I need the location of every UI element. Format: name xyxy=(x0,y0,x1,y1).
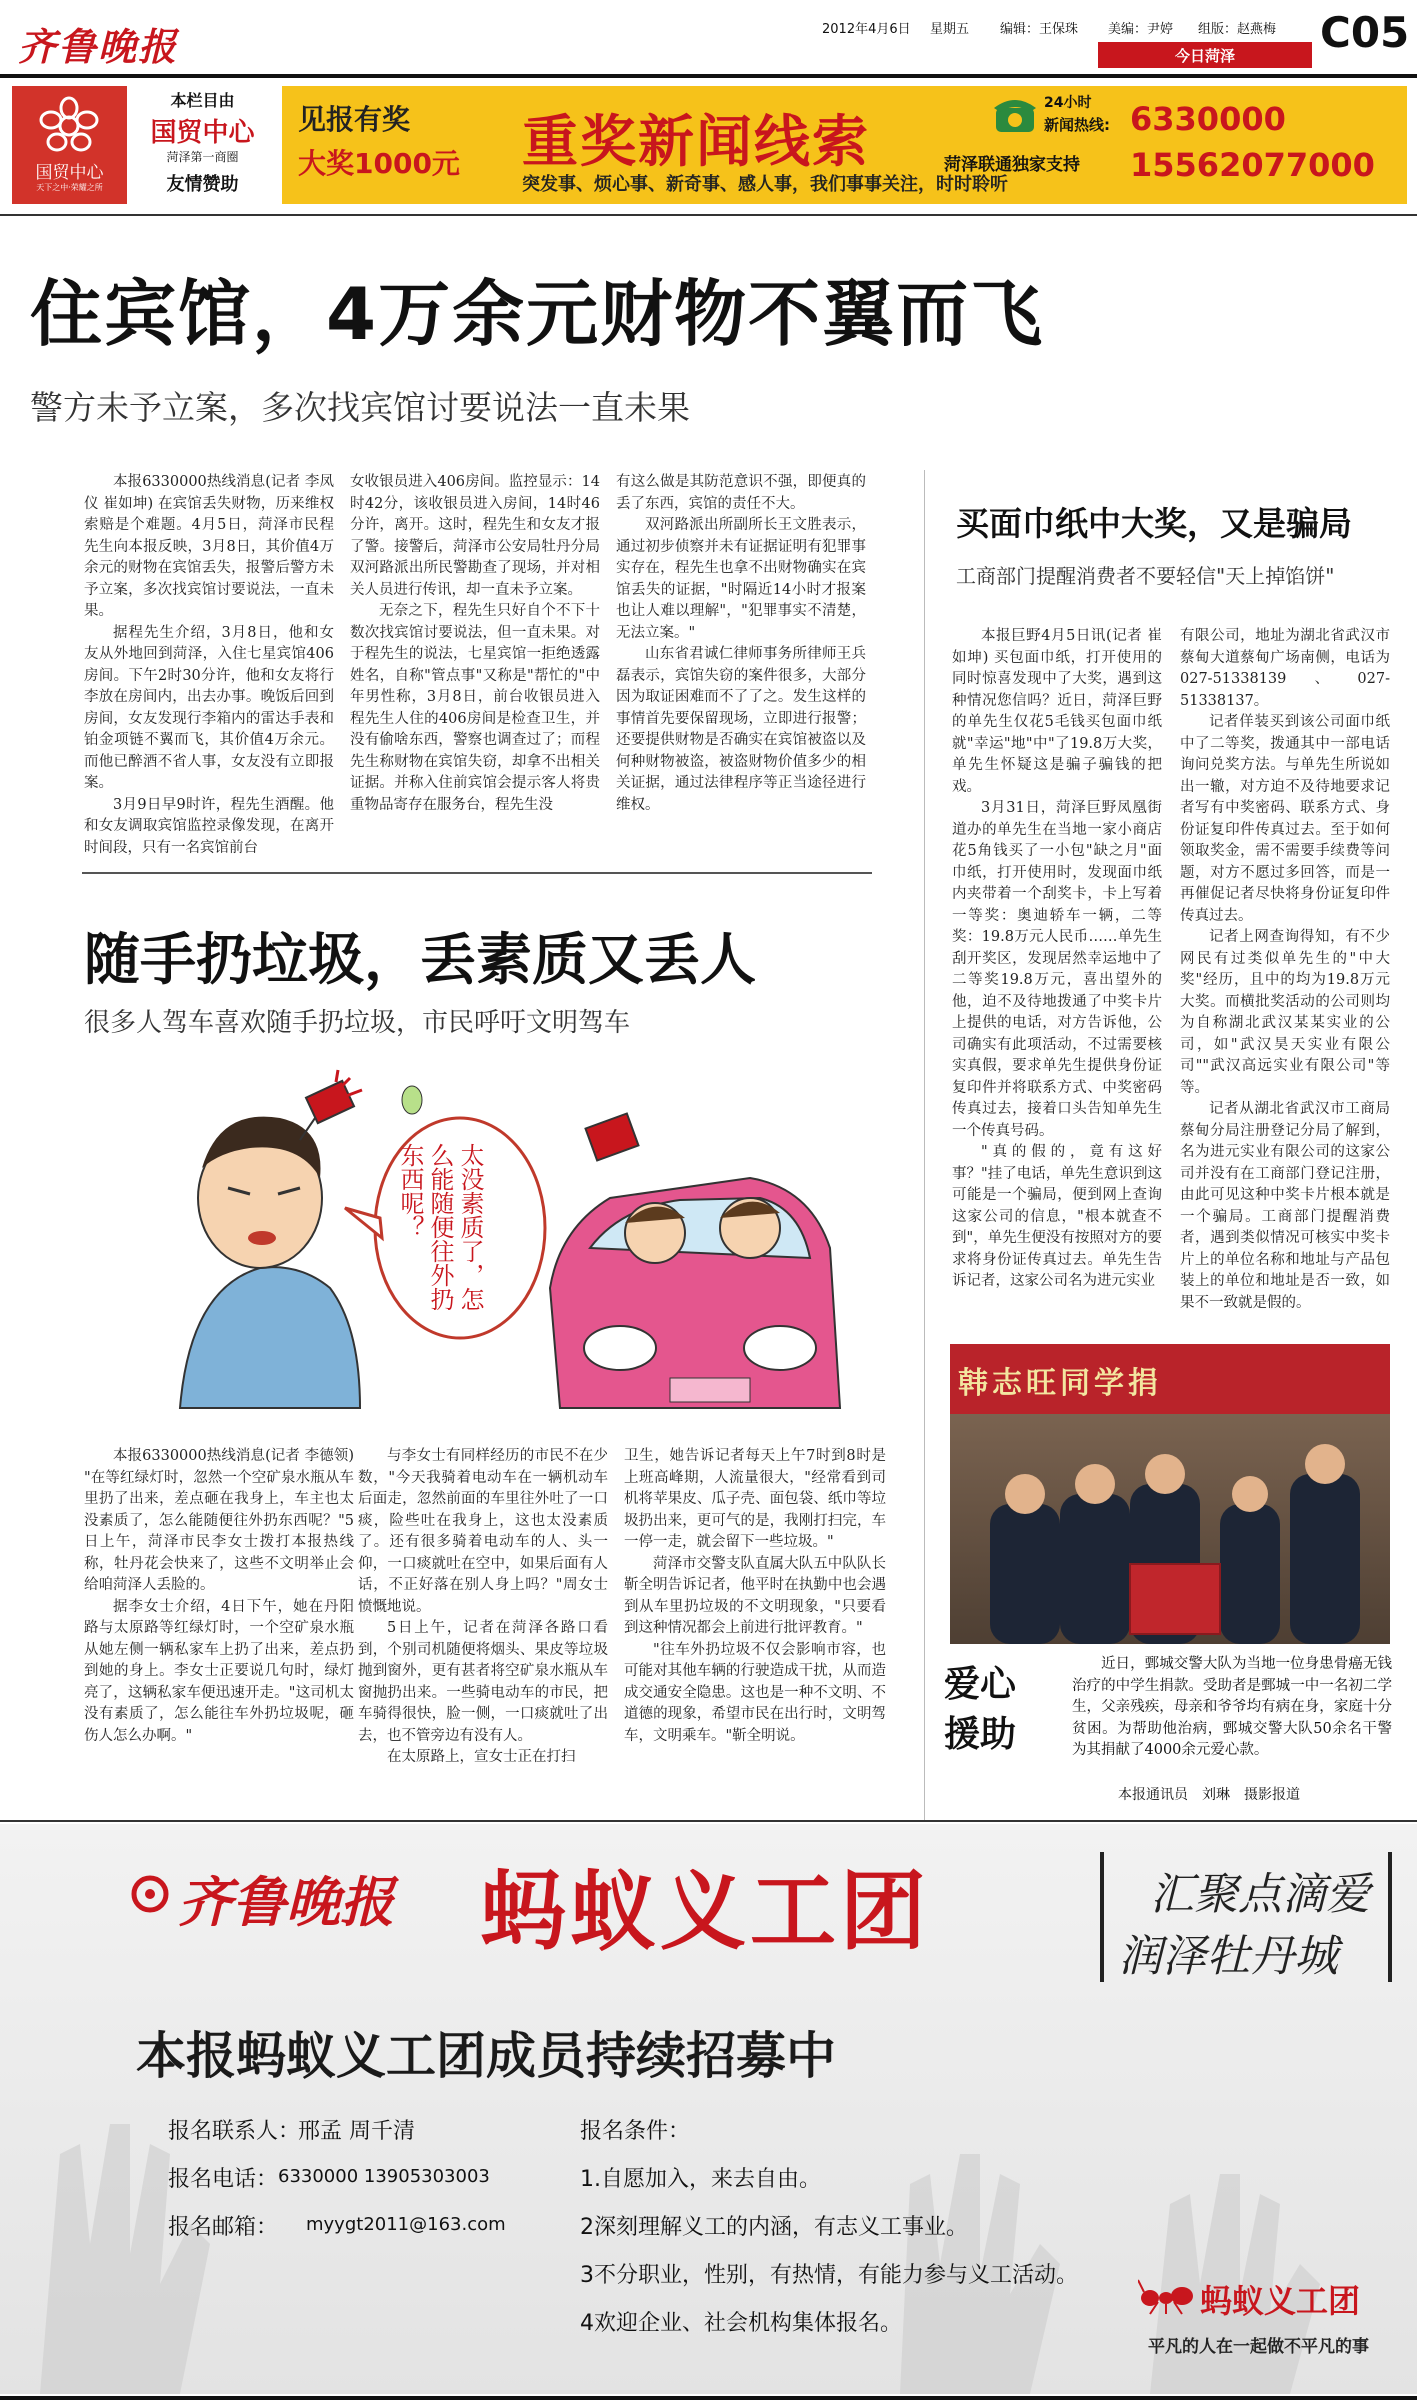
sponsor-line1: 本栏目由 xyxy=(170,91,235,110)
article1-subhead: 警方未予立案，多次找宾馆讨要说法一直未果 xyxy=(30,388,690,427)
photo-caption: 近日，鄄城交警大队为当地一位身患骨癌无钱治疗的中学生捐款。受助者是鄄城一中一名初二学生，父亲残疾，母亲和爷爷均有病在身，家庭十分贫困。为帮助他治病，鄄城交警大队50余名干警为其捐献了4000余元爱心款。 xyxy=(1072,1656,1392,1758)
article3-col1 xyxy=(84,1446,354,1808)
hotline-number: 6330000 xyxy=(1130,100,1286,138)
sponsor-name: 国贸中心 xyxy=(150,118,255,148)
article3-paragraph: 与李女士有同样经历的市民不在少数，"今天我骑着电动车在一辆机动车后面走，忽然前面的车里往外吐了一口痰，险些吐在我身上，这也太没素质了。还有很多骑着电动车的人、头一仰，一口痰就吐在空中，如果后面有人话，不正好落在别人身上吗？"周女士愤慨地说。 xyxy=(358,1448,608,1615)
cartoon-illustration xyxy=(150,1048,870,1428)
officers-figures xyxy=(950,1414,1390,1644)
article1-paragraph: 有这么做是其防范意识不强，即便真的丢了东西，宾馆的责任不大。 xyxy=(616,474,866,512)
article2-paragraph: 记者从湖北省武汉市工商局蔡甸分局注册登记分局了解到，名为进元实业有限公司的这家公司并没有在工商部门登记注册，由此可见这种中奖卡片根本就是一个骗局。工商部门提醒消费者，遇到类似情况可核实中奖卡片上的单位名称和地址与产品包装上的单位和地址是否一致，如果不一致就是假的。 xyxy=(1180,1101,1390,1311)
sponsor-line3: 菏泽第一商圈 xyxy=(166,150,239,164)
article3-paragraph: 在太原路上，宣女士正在打扫 xyxy=(387,1749,576,1765)
angry-man-figure xyxy=(180,1070,362,1408)
article1-col3 xyxy=(616,472,866,857)
apple-core-icon xyxy=(402,1086,422,1114)
article1-paragraph: 女收银员进入406房间。监控显示：14时42分，该收银员进入房间，14时46分许，离开。这时，程先生和女友才报了警。接警后，菏泽市公安局牡丹分局双河路派出所民警勘查了现场，并对相关人员进行传讯，却一直未予立案。 xyxy=(350,474,600,598)
hotline-mobile: 15562077000 xyxy=(1130,146,1375,184)
phone-value: 6330000 13905303003 xyxy=(278,2166,490,2187)
proof-credit: 组版：赵燕梅 xyxy=(1198,22,1277,37)
ad-footer-logo: 蚂蚁义工团 xyxy=(1200,2282,1361,2320)
issue-weekday: 星期五 xyxy=(930,22,970,37)
phone-label: 报名电话： xyxy=(168,2167,279,2192)
sponsor-line4: 友情赞助 xyxy=(166,174,239,195)
banner-slogan: 突发事、烦心事、新奇事、感人事，我们事事关注，时时聆听 xyxy=(522,174,1008,195)
ant-icon xyxy=(1138,2276,1198,2316)
ant-logo-icon xyxy=(130,1874,170,1914)
sponsor-text xyxy=(130,86,275,204)
article3-paragraph: 本报6330000热线消息(记者 李德领) "在等红绿灯时，忽然一个空矿泉水瓶从车里扔了出来，差点砸在我身上，车主也太没素质了，怎么能随便往外扔东西呢？"5日上午，菏泽市民李女士拨打本报热线称，牡丹花会快来了，这些不文明举止会给咱菏泽人丢脸的。 xyxy=(84,1448,354,1593)
hotline-hours: 24小时 xyxy=(1044,95,1092,111)
contact-label: 报名联系人： xyxy=(168,2119,301,2144)
section-name: 今日菏泽 xyxy=(1174,47,1235,65)
banner-title: 重奖新闻线索 xyxy=(522,110,870,175)
article2-paragraph: 记者上网查询得知，有不少网民有过类似单先生的"中大奖"经历，且中的均为19.8万元大奖。而横批奖活动的公司则均为自称湖北武汉某某实业的公司，如"武汉昊天实业有限公司""武汉高远实业有限公司"等等。 xyxy=(1180,929,1390,1096)
article2-headline: 买面巾纸中大奖，又是骗局 xyxy=(956,504,1352,543)
article3-subhead: 很多人驾车喜欢随手扔垃圾，市民呼吁文明驾车 xyxy=(84,1008,631,1038)
page-bottom-rule xyxy=(0,2396,1417,2400)
article1-headline: 住宾馆，4万余元财物不翼而飞 xyxy=(30,272,1045,356)
hotline-label: 新闻热线: xyxy=(1044,116,1110,134)
email-label: 报名邮箱： xyxy=(168,2215,279,2240)
banner-rule xyxy=(0,214,1417,216)
photo-credit: 本报通讯员 刘琳 摄影报道 xyxy=(1118,1787,1300,1803)
ad-headline: 本报蚂蚁义工团成员持续招募中 xyxy=(136,2027,836,2085)
calligraphy-line1: 汇聚点滴爱 xyxy=(1150,1869,1370,1920)
article3-paragraph: 菏泽市交警支队直属大队五中队队长靳全明告诉记者，他平时在执勤中也会遇到从车里扔垃圾的不文明现象，"只要看到这种情况都会上前进行批评教育。" xyxy=(624,1555,886,1636)
article1-paragraph: 山东省君诚仁律师事务所律师王兵磊表示，宾馆失窃的案件很多，大部分因为取证困难而不了了之。发生这样的事情首先要保留现场，立即进行报警；还要提供财物是否确实在宾馆被盗以及何种财物被盗，被盗财物价值多少的相关证据，通过法律程序等正当途径进行维权。 xyxy=(616,646,866,813)
ad-title: 蚂蚁义工团 xyxy=(480,1861,930,1962)
article3-col3 xyxy=(624,1446,886,1808)
article2-paragraph: 有限公司，地址为湖北省武汉市蔡甸大道蔡甸广场南侧，电话为027-51338139、027-51338137。 xyxy=(1180,628,1390,709)
article1-paragraph: 无奈之下，程先生只好自个不下十数次找宾馆讨要说法，但一直未果。对于程先生的说法，七星宾馆一拒绝透露姓名，自称"管点事"又称是"帮忙的"中年男性称，3月8日，前台收银员进入程先生人住的406房间是检查卫生，并没有偷啥东西，警察也调查过了；而程先生称财物在宾馆失窃，却拿不出相关证据。并称入住前宾馆会提示客人将贵重物品寄存在服务台，程先生没 xyxy=(350,603,600,813)
ad-footer-slogan: 平凡的人在一起做不平凡的事 xyxy=(1148,2337,1369,2357)
article2-col2 xyxy=(1180,626,1390,1340)
page-number: C05 xyxy=(1320,8,1410,57)
art-credit: 美编：尹婷 xyxy=(1108,22,1174,37)
condition-item: 3不分职业，性别，有热情，有能力参与义工活动。 xyxy=(580,2263,1078,2288)
article3-paragraph: "往车外扔垃圾不仅会影响市容，也可能对其他车辆的行驶造成干扰，从而造成交通安全隐患。这也是一种不文明、不道德的现象，希望市民在出行时，文明驾车，文明乘车。"靳全明说。 xyxy=(624,1641,886,1744)
article3-paragraph: 卫生，她告诉记者每天上午7时到8时是上班高峰期，人流量很大，"经常看到司机将苹果皮、瓜子壳、面包袋、纸巾等垃圾扔出来，更可气的是，我刚打扫完，车一停一走，就会留下一些垃圾。" xyxy=(624,1448,886,1550)
condition-item: 4欢迎企业、社会机构集体报名。 xyxy=(580,2311,902,2336)
article1-bottom-rule xyxy=(82,872,872,874)
article2-subhead: 工商部门提醒消费者不要轻信"天上掉馅饼" xyxy=(956,564,1335,588)
news-tip-banner xyxy=(282,86,1407,204)
flower-logo-icon xyxy=(34,96,104,156)
sponsor-logo-name: 国贸中心 xyxy=(35,163,104,183)
condition-item: 1.自愿加入，来去自由。 xyxy=(580,2167,821,2192)
masthead xyxy=(0,0,1417,80)
article1-paragraph: 双河路派出所副所长王文胜表示，通过初步侦察并未有证据证明有犯罪事实存在，程先生也拿不出财物确实在宾馆丢失的证据，"时隔近14小时才报案也让人难以理解"，"犯罪事实不清楚，无法立案。" xyxy=(616,517,866,641)
condition-item: 2深刻理解义工的内涵，有志义工事业。 xyxy=(580,2215,968,2240)
article3-col2 xyxy=(358,1446,608,1808)
ad-brand: 齐鲁晚报 xyxy=(178,1870,394,1934)
bubble-text: 太没素质了，怎么能随便往外扔东西呢？ xyxy=(396,1143,484,1311)
article1-col2 xyxy=(350,472,600,857)
ad-top-rule xyxy=(0,1820,1417,1822)
prize-label: 见报有奖 xyxy=(298,103,411,136)
article3-paragraph: 5日上午，记者在菏泽各路口看到，个别司机随便将烟头、果皮等垃圾抛到窗外，更有甚者将空矿泉水瓶从车窗抛扔出来。一些骑电动车的市民，把车骑得很快，脸一侧，一口痰就吐了出去，也不管旁边有没有人。 xyxy=(358,1620,608,1744)
issue-date: 2012年4月6日 xyxy=(822,22,911,37)
article2-paragraph: 3月31日，菏泽巨野凤凰街道办的单先生在当地一家小商店花5角钱买了一小包"缺之月"面巾纸，打开使用时，发现面巾纸内夹带着一个刮奖卡，卡上写着一等奖：奥迪轿车一辆，二等奖：19.8万元人民币……单先生刮开奖区，发现居然幸运地中了二等奖19.8万元，喜出望外的他，迫不及待地拨通了中奖卡片上提供的电话，对方告诉他，公司确实有此项活动，不过需要核实真假，要求单先生提供身份证复印件并将联系方式、中奖密码传真过去，接着口头告知单先生一个传真号码。 xyxy=(952,800,1162,1139)
article3-headline: 随手扔垃圾，丢素质又丢人 xyxy=(84,928,756,993)
editor-credit: 编辑：王保珠 xyxy=(1000,22,1079,37)
column-divider xyxy=(924,470,925,1820)
photo-title: 爱心援助 xyxy=(944,1664,1017,1755)
email-value: myygt2011@163.com xyxy=(306,2214,506,2235)
article2-paragraph: "真的假的，竟有这好事？"挂了电话，单先生意识到这可能是一个骗局，便到网上查询这家公司的信息，"根本就查不到"，单先生便没有按照对方的要求将身份证传真过去。单先生告诉记者，这家公司名为进元实业 xyxy=(952,1144,1162,1289)
telephone-icon xyxy=(992,94,1038,136)
masthead-rule xyxy=(0,74,1417,78)
unicom-support: 菏泽联通独家支持 xyxy=(944,155,1080,175)
newspaper-logo: 齐鲁晚报 xyxy=(18,24,179,69)
article2-paragraph: 记者佯装买到该公司面巾纸中了二等奖，拨通其中一部电话询问兑奖方法。与单先生所说如出一辙，对方迫不及待地要求记者写有中奖密码、联系方式、身份证复印件传真过去。至于如何领取奖金，需不需要手续费等问题，对方不愿过多回答，而是一再催促记者尽快将身份证复印件传真过去。 xyxy=(1180,714,1390,924)
photo-banner-text: 韩志旺同学捐 xyxy=(958,1366,1162,1401)
pink-car-figure xyxy=(550,1114,840,1408)
article1-paragraph: 本报6330000热线消息(记者 李凤仪 崔如坤) 在宾馆丢失财物，历来维权索赔是个难题。4月5日，菏泽市民程先生向本报反映，3月8日，其价值4万余元的财物在宾馆丢失，报警后警方未予立案，多次找宾馆讨要说法，一直未果。 xyxy=(84,474,334,619)
sponsor-logo-sub: 天下之中·荣耀之所 xyxy=(36,183,103,192)
article1-col1 xyxy=(84,472,334,857)
donation-box xyxy=(1130,1564,1220,1634)
article3-paragraph: 据李女士介绍，4日下午，她在丹阳路与太原路等红绿灯时，一个空矿泉水瓶从她左侧一辆私家车上扔了出来，差点扔到她的身上。李女士正要说几句时，绿灯亮了，这辆私家车便迅速开走。"这司机太没有素质了，怎么能往车外扔垃圾呢，砸伤人怎么办啊。" xyxy=(84,1598,354,1744)
prize-amount: 大奖1000元 xyxy=(298,147,460,180)
contact-value: 邢孟 周千清 xyxy=(298,2119,415,2144)
conditions-title: 报名条件： xyxy=(580,2119,691,2144)
article2-col1 xyxy=(952,626,1162,1340)
article2-paragraph: 本报巨野4月5日讯(记者 崔如坤) 买包面巾纸，打开使用的同时惊喜发现中了大奖，遇到这种情况您信吗？近日，菏泽巨野的单先生仅花5毛钱买包面巾纸就"幸运"地"中"了19.8万大奖，单先生怀疑这是骗子骗钱的把戏。 xyxy=(952,628,1162,795)
news-photo xyxy=(950,1344,1390,1644)
sponsor-logo-box xyxy=(12,86,127,204)
calligraphy-line2: 润泽牡丹城 xyxy=(1118,1931,1338,1982)
article1-paragraph: 据程先生介绍，3月8日，他和女友从外地回到菏泽，入住七星宾馆406房间。下午2时30分许，他和女友将行李放在房间内，出去办事。晚饭后回到房间，女友发现行李箱内的雷达手表和铂金项链不翼而飞，其价值4万余元。而他已醉酒不省人事，女友没有立即报案。 xyxy=(84,624,334,791)
volunteer-ad xyxy=(0,1824,1417,2394)
article1-paragraph: 3月9日早9时许，程先生酒醒。他和女友调取宾馆监控录像发现，在离开时间段，只有一名宾馆前台 xyxy=(84,796,334,856)
